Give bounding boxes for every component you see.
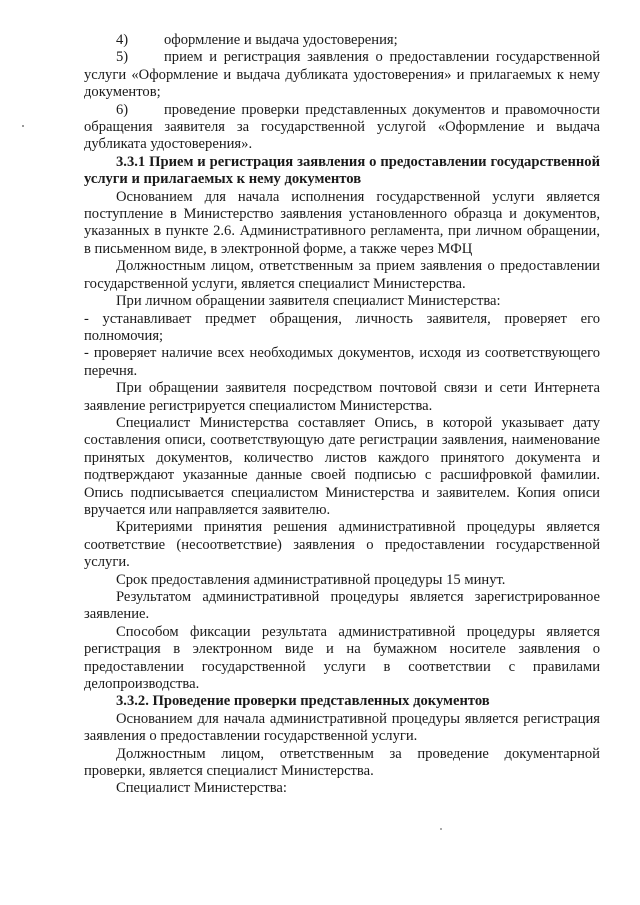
scan-speck [440, 828, 442, 830]
list-item-number: 5) [116, 49, 129, 66]
section-heading: 3.3.1 Прием и регистрация заявления о предоставлении государственной услуги и прилагаемых к нему документов [84, 153, 600, 188]
scan-speck [22, 125, 24, 127]
paragraph: Специалист Министерства: [116, 780, 287, 797]
paragraph: Срок предоставления административной процедуры 15 минут. [116, 571, 506, 588]
list-item-text: прием и регистрация заявления о предоставлении государственной услуги «Оформление и выдача дубликата удостоверения» и прилагаемых к нему документов; [84, 49, 600, 101]
section-heading: 3.3.2. Проведение проверки представленных документов [116, 693, 490, 710]
list-item-number: 6) [116, 101, 129, 118]
paragraph: При обращении заявителя посредством почтовой связи и сети Интернета заявление регистрируется специалистом Министерства. [84, 380, 600, 414]
paragraph: Специалист Министерства составляет Опись, в которой указывает дату составления описи, соответствующую дате регистрации заявления, наименование принятых документов, количество листов каждого принятого документа и подтверждают указанные данные своей подписью с расшифровкой фамилии. Опись подписывается специалистом Министерства и заявителем. Копия описи вручается или направляется заявителю. [84, 414, 600, 518]
list-item-number: 4) [116, 32, 129, 48]
paragraph: Критериями принятия решения административной процедуры является соответствие (несоответствие) заявления о предоставлении государственной услуги. [84, 519, 600, 571]
paragraph: При личном обращении заявителя специалист Министерства: [116, 293, 501, 310]
list-item [84, 102, 600, 154]
paragraph: Должностным лицом, ответственным за прием заявления о предоставлении государственной услуги, является специалист Министерства. [84, 258, 600, 292]
list-item: - устанавливает предмет обращения, личность заявителя, проверяет его полномочия; [84, 310, 600, 344]
paragraph: Способом фиксации результата административной процедуры является регистрация в электронном виде и на бумажном носителе заявления о предоставлении государственной услуги в соответствии с правилами делопроизводства. [84, 623, 600, 693]
paragraph: Должностным лицом, ответственным за проведение документарной проверки, является специалист Министерства. [84, 745, 600, 780]
paragraph: Результатом административной процедуры является зарегистрированное заявление. [84, 589, 600, 623]
paragraph: Основанием для начала административной процедуры является регистрация заявления о предоставлении государственной услуги. [84, 710, 600, 745]
document-body [84, 32, 600, 798]
paragraph: Основанием для начала исполнения государственной услуги является поступление в Министерство заявления установленного образца и документов, указанных в пункте 2.6. Административного регламента, при личном обращении, в письменном виде, в электронной форме, а также через МФЦ [84, 188, 600, 257]
list-item [84, 32, 600, 49]
list-item: - проверяет наличие всех необходимых документов, исходя из соответствующего перечня. [84, 345, 600, 379]
list-item-text: проведение проверки представленных документов и правомочности обращения заявителя за государственной услугой «Оформление и выдача дубликата удостоверения». [84, 101, 600, 153]
list-item-text: оформление и выдача удостоверения; [164, 32, 398, 48]
list-item [84, 49, 600, 101]
